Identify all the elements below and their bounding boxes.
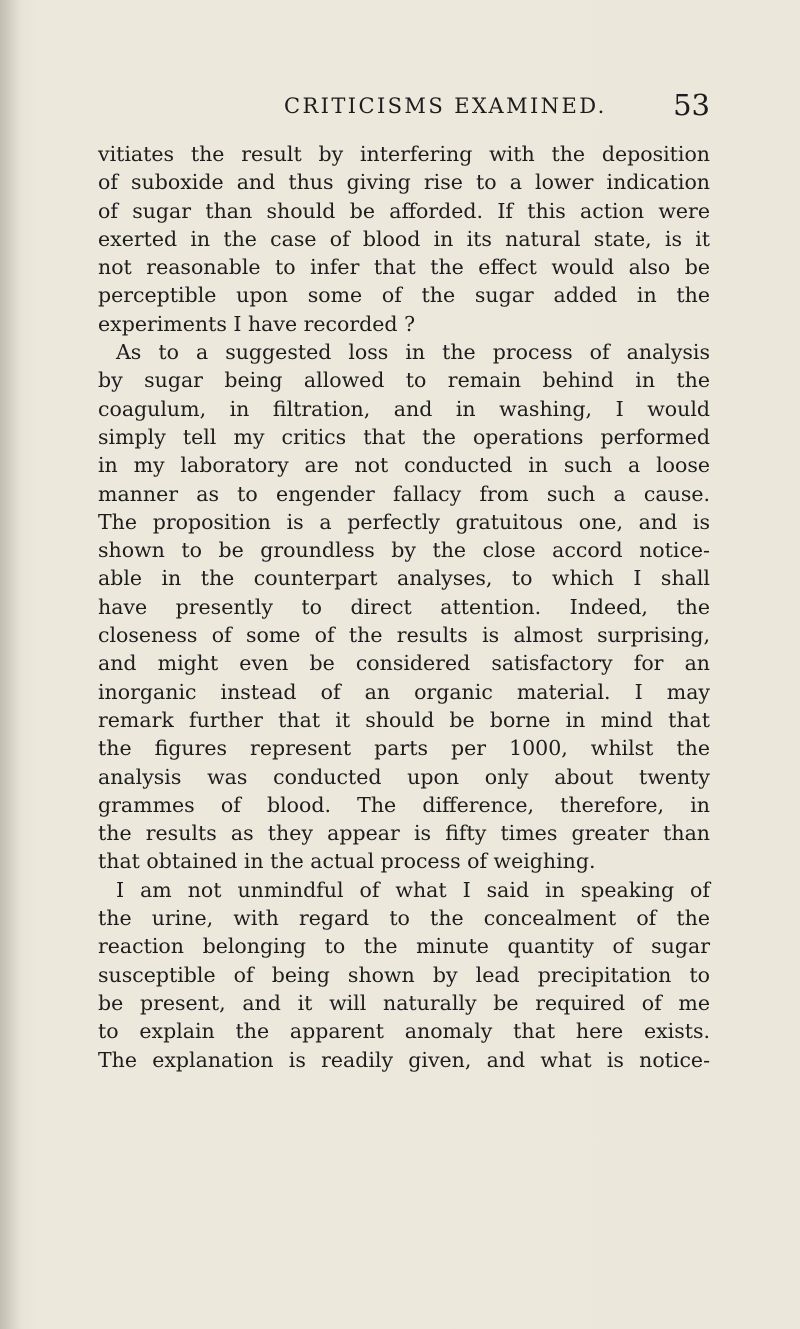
text-line: simply tell my critics that the operations performed bbox=[98, 424, 710, 449]
text-line: of sugar than should be afforded. If this action were bbox=[98, 198, 710, 223]
text-line: and might even be considered satisfactory for an bbox=[98, 651, 710, 676]
text-line: remark further that it should be borne in mind that bbox=[98, 707, 710, 732]
text-line: As to a suggested loss in the process of analysis bbox=[116, 340, 710, 365]
text-line: have presently to direct attention. Indeed, the bbox=[98, 594, 710, 619]
text-line: to explain the apparent anomaly that here exists. bbox=[98, 1019, 710, 1044]
text-line: the urine, with regard to the concealment of the bbox=[98, 906, 710, 931]
text-line: vitiates the result by interfering with the deposition bbox=[98, 142, 710, 166]
text-line: the results as they appear is fifty times greater than bbox=[98, 821, 710, 846]
text-line: perceptible upon some of the sugar added in the bbox=[98, 283, 710, 308]
text-line: inorganic instead of an organic material. I may bbox=[98, 679, 710, 704]
text-line: The proposition is a perfectly gratuitous one, and is bbox=[98, 509, 710, 534]
text-line: that obtained in the actual process of weighing. bbox=[98, 849, 596, 874]
text-line: analysis was conducted upon only about twenty bbox=[98, 764, 710, 789]
text-line: the figures represent parts per 1000, whilst the bbox=[98, 736, 710, 761]
text-line: grammes of blood. The difference, therefore, in bbox=[98, 792, 710, 817]
text-line: not reasonable to infer that the effect would also be bbox=[98, 255, 710, 280]
page-header bbox=[98, 88, 710, 124]
text-line: manner as to engender fallacy from such a cause. bbox=[98, 481, 710, 506]
text-line: able in the counterpart analyses, to which I shall bbox=[98, 566, 710, 591]
text-line: shown to be groundless by the close accord notice- bbox=[98, 538, 710, 563]
text-line: I am not unmindful of what I said in speaking of bbox=[116, 877, 710, 902]
text-line: closeness of some of the results is almost surprising, bbox=[98, 623, 710, 648]
text-line: of suboxide and thus giving rise to a lower indication bbox=[98, 170, 710, 195]
text-line: by sugar being allowed to remain behind in the bbox=[98, 368, 710, 393]
text-line: reaction belonging to the minute quantity of sugar bbox=[98, 934, 710, 959]
text-line: exerted in the case of blood in its natural state, is it bbox=[98, 226, 710, 251]
text-line: The explanation is readily given, and what is notice- bbox=[98, 1047, 710, 1072]
text-line: susceptible of being shown by lead precipitation to bbox=[98, 962, 710, 987]
running-head: CRITICISMS EXAMINED. bbox=[284, 94, 607, 118]
page-number: 53 bbox=[673, 88, 710, 122]
body-text bbox=[98, 140, 710, 1074]
text-line: in my laboratory are not conducted in such a loose bbox=[98, 453, 710, 478]
spine-shadow bbox=[0, 0, 22, 1329]
text-line: be present, and it will naturally be required of me bbox=[98, 990, 710, 1015]
text-line: experiments I have recorded ? bbox=[98, 311, 416, 336]
text-line: coagulum, in filtration, and in washing, I would bbox=[98, 396, 710, 421]
